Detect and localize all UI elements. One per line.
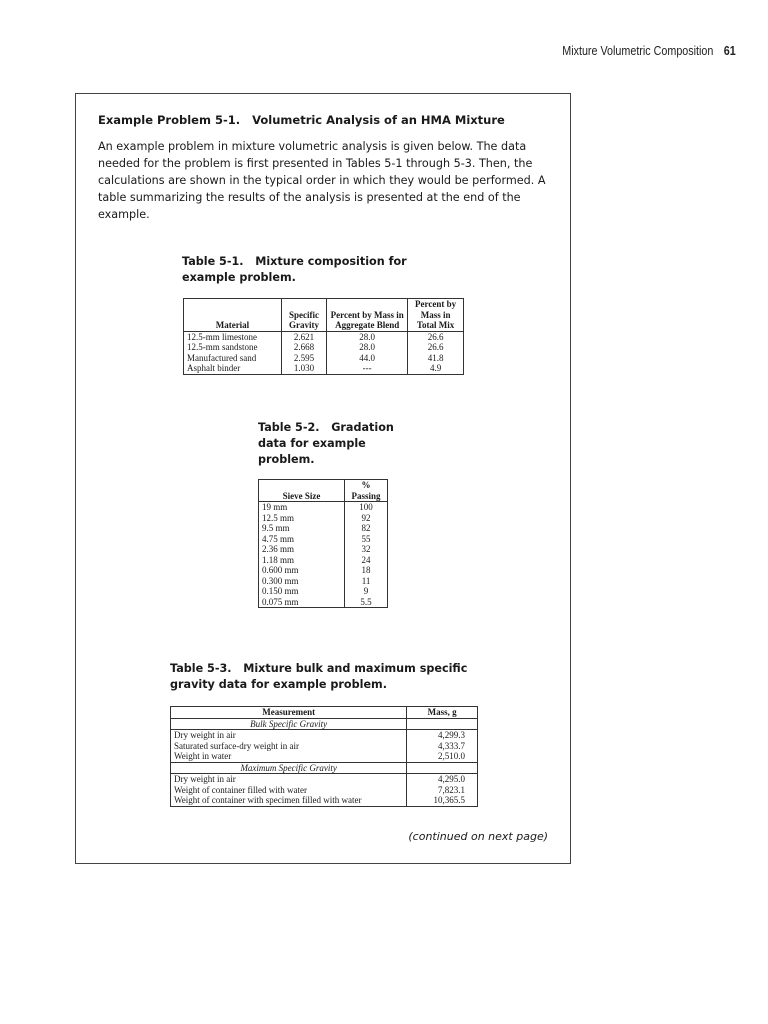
table1-header-gravity: Specific Gravity [281,299,326,332]
table-cell: 4.9 [408,363,464,374]
table-cell: Dry weight in air [171,774,407,785]
table-cell: 0.300 mm [259,576,345,587]
table-cell: 82 [345,523,388,534]
table-cell: 44.0 [327,353,408,364]
table-cell: 0.075 mm [259,597,345,608]
table1-caption: Table 5-1. Mixture composition for example problem. [182,255,407,284]
table-row [259,513,388,524]
table-row [171,730,478,741]
table-cell: 7,823.1 [407,785,478,796]
table-cell: 0.600 mm [259,565,345,576]
table-cell: 1.030 [281,363,326,374]
table-cell: 92 [345,513,388,524]
table-cell: 41.8 [408,353,464,364]
table-cell: 9 [345,586,388,597]
table-cell: 12.5-mm limestone [184,331,282,342]
table-cell: 2.668 [281,342,326,353]
table-row [259,555,388,566]
table1-header-row [184,299,464,332]
table-cell: 4,295.0 [407,774,478,785]
table2-header-sieve: Sieve Size [259,480,345,502]
table-cell: 2.36 mm [259,544,345,555]
table1-header-agg-blend: Percent by Mass in Aggregate Blend [327,299,408,332]
continued-note: (continued on next page) [408,830,548,843]
table1-header-material: Material [184,299,282,332]
table-cell: 18 [345,565,388,576]
table2-header-row [259,480,388,502]
table-cell: 24 [345,555,388,566]
table-row [259,523,388,534]
table-row [259,565,388,576]
table-cell: Asphalt binder [184,363,282,374]
table-cell: Manufactured sand [184,353,282,364]
table-cell: 28.0 [327,342,408,353]
table-row [184,331,464,342]
table-row [184,353,464,364]
table-cell: 55 [345,534,388,545]
table-row [171,751,478,762]
table-cell: 2.595 [281,353,326,364]
table-cell: --- [327,363,408,374]
table3 [170,706,478,807]
table3-subheader-bulk [171,718,478,730]
page-number: 61 [724,44,736,58]
example-title: Example Problem 5-1. Volumetric Analysis of an HMA Mixture [98,113,505,127]
table3-header-row [171,707,478,719]
table-cell: 10,365.5 [407,795,478,806]
table-row [171,741,478,752]
table3-header-mass: Mass, g [407,707,478,719]
table-cell: 28.0 [327,331,408,342]
table-cell: 0.150 mm [259,586,345,597]
table-cell [407,718,478,730]
table-row [184,363,464,374]
table-cell: Weight of container filled with water [171,785,407,796]
example-box [75,93,571,864]
table3-caption: Table 5-3. Mixture bulk and maximum specific gravity data for example problem. [170,662,468,691]
table-cell: 11 [345,576,388,587]
table-cell: 2,510.0 [407,751,478,762]
table-row [259,586,388,597]
table-row [259,597,388,608]
table3-max-title: Maximum Specific Gravity [171,762,407,774]
example-intro: An example problem in mixture volumetric analysis is given below. The data needed for the problem is first presented in Tables 5-1 through 5-3. Then, the calculations are shown in the typical order in which they would be performed. A table summarizing the results of the analysis is presented at the end of the example. [98,140,546,221]
table-cell: 12.5 mm [259,513,345,524]
table-cell: 26.6 [408,342,464,353]
table-cell: 100 [345,502,388,513]
table-cell: 5.5 [345,597,388,608]
table-row [171,785,478,796]
table2 [258,479,388,608]
table-cell: Weight in water [171,751,407,762]
table-cell: 4,299.3 [407,730,478,741]
table-row [259,576,388,587]
table-cell: 32 [345,544,388,555]
table-cell: 4.75 mm [259,534,345,545]
table-cell: Weight of container with specimen filled with water [171,795,407,806]
table-cell: Dry weight in air [171,730,407,741]
table-row [259,534,388,545]
table-cell: 9.5 mm [259,523,345,534]
table-row [171,795,478,806]
table-row [259,502,388,513]
table-cell: 19 mm [259,502,345,513]
table-cell: 1.18 mm [259,555,345,566]
running-header [563,44,736,58]
table3-header-measurement: Measurement [171,707,407,719]
table2-caption: Table 5-2. Gradation data for example problem. [258,421,394,466]
table-cell: 4,333.7 [407,741,478,752]
table-cell: 2.621 [281,331,326,342]
table1 [183,298,464,375]
table-row [171,774,478,785]
table1-header-total-mix: Percent by Mass in Total Mix [408,299,464,332]
table3-subheader-max [171,762,478,774]
table3-bulk-title: Bulk Specific Gravity [171,718,407,730]
table-cell [407,762,478,774]
table-cell: Saturated surface-dry weight in air [171,741,407,752]
running-header-title: Mixture Volumetric Composition [562,44,714,58]
table-row [184,342,464,353]
table-cell: 12.5-mm sandstone [184,342,282,353]
table2-header-passing: % Passing [345,480,388,502]
table-cell: 26.6 [408,331,464,342]
table-row [259,544,388,555]
